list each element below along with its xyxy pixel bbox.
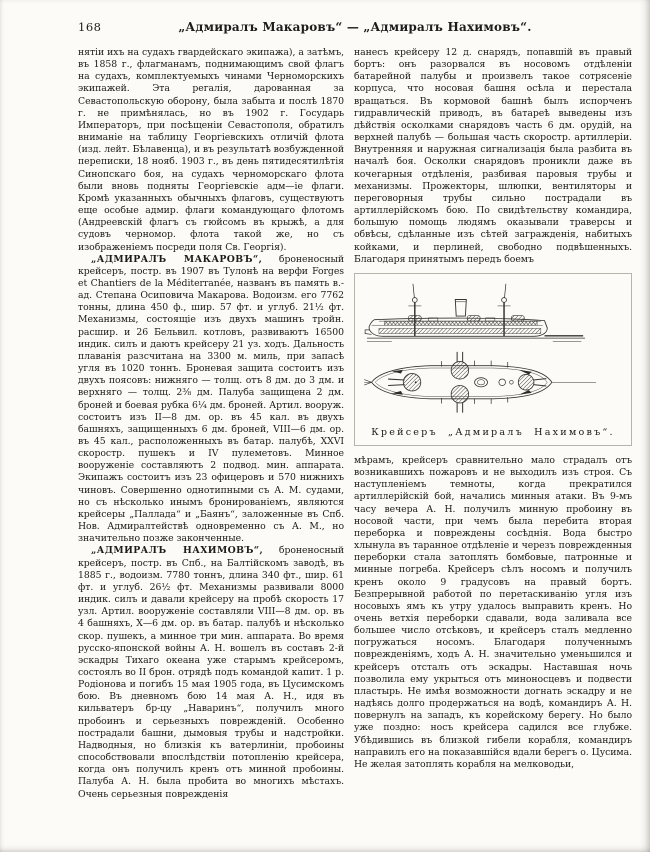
left-column — [78, 47, 344, 801]
ship-figure-caption: Крейсеръ „Адмиралъ Нахимовъ“. — [371, 426, 615, 438]
ship-diagram-icon — [357, 282, 629, 420]
right-column — [354, 47, 632, 801]
admiral-nakhimov-heading: „АДМИРАЛЪ НАХИМОВЪ“, — [91, 545, 264, 557]
ship-figure — [354, 273, 632, 446]
page-title: „Адмиралъ Макаровъ“ — „Адмиралъ Нахимовъ“. — [178, 20, 532, 34]
paragraph-admiral-nakhimov — [78, 545, 344, 800]
admiral-makarov-text: броненосный крейсеръ, постр. въ 1907 въ Тулонѣ на верфи Forges et Chantiers de la Méditerranée, названъ въ память в.-ад. Степана Осиповича Макарова. Водоизм. его 7762 тонны, длина 450 ф., шир. 57 фт. и углуб. 21½ фт. Механизмы, состоящіе изъ двухъ машинъ тройн. расшир. и 26 Бельвил. котловъ, развиваютъ 16500 индик. силъ и даютъ крейсеру 21 уз. ходъ. Дальность плаванія разсчитана на 3300 м. миль, при запасѣ угля въ 1020 тоннъ. Броневая защита состоитъ изъ двухъ поясовъ: нижняго — толщ. отъ 8 дм. до 3 дм. и верхняго — толщ. 2⅜ дм. Палуба защищена 2 дм. броней и боевая рубка 6¼ дм. броней. Артил. вооруж. состоитъ изъ II—8 дм. ор. въ 45 кал. въ двухъ башняхъ, защищенныхъ 6 дм. броней, VIII—6 дм. ор. въ 45 кал., расположенныхъ въ батар. палубѣ, XXVI скоростр. пушекъ и IV пулеметовъ. Минное вооруженіе составляютъ 2 подвод. мин. аппарата. Экипажъ состоитъ изъ 23 офицеровъ и 570 нижнихъ чиновъ. Совершенно однотипными съ А. М. судами, но съ нѣсколько инымъ бронированіемъ, являются крейсеры „Паллада“ и „Баянъ“, заложенные въ Спб. Нов. Адмиралтействѣ одновременно съ А. М., но значительно позже законченные. — [78, 253, 344, 545]
page-number: 168 — [78, 20, 102, 34]
admiral-makarov-heading: „АДМИРАЛЪ МАКАРОВЪ“, — [91, 253, 263, 265]
paragraph-battle-damage: нанесъ крейсеру 12 д. снарядъ, попавшій въ правый бортъ: онъ разорвался въ носовомъ отдѣленіи батарейной палубы и произвелъ такое сотрясеніе корпуса, что носовая башня осѣла и перестала вращаться. Въ кормовой башнѣ былъ испорченъ гидравлическій приводъ, въ батареѣ выведены изъ дѣйствія осколками снарядовъ часть 6 дм. орудій, на верхней палубѣ — большая часть скоростр. артиллеріи. Внутренняя и наружная сигнализація была разбита въ началѣ боя. Осколки снарядовъ проникли даже въ кочегарныя отдѣленія, разбивая паровыя трубы и механизмы. Прожекторы, шлюпки, вентиляторы и переговорныя трубы сильно пострадали въ артиллерійскомъ бою. По свидѣтельству командира, большую помощь людямъ оказывали траверсы и обвѣсы, сдѣланные изъ сѣтей загражденія, набитыхъ койками, и перлиней, свободно подвѣшенныхъ. Благодаря принятымъ передъ боемъ — [354, 47, 632, 265]
paragraph-admiral-makarov — [78, 254, 344, 546]
paragraph-sinking: мѣрамъ, крейсеръ сравнительно мало страдалъ отъ возникавшихъ пожаровъ и не выходилъ изъ строя. Съ наступленіемъ темноты, когда прекратился артиллерійскій бой, начались минныя атаки. Въ 9-мъ часу вечера А. Н. получилъ минную пробоину въ носовой части, при чемъ была перебита вторая переборка и повреждены сосѣднія. Вода быстро хлынула въ таранное отдѣленіе и черезъ поврежденныя переборки стала затоплять бомбовые, патронные и минные погреба. Крейсеръ сѣлъ носомъ и получилъ кренъ около 9 градусовъ на правый бортъ. Безпрерывной работой по перетаскиванію угля изъ носовыхъ ямъ къ утру удалось выправить кренъ. Но очень ветхія переборки сдавали, вода заливала все большее число отсѣковъ, и крейсеръ сталъ медленно погружаться носомъ. Благодаря полученнымъ поврежденіямъ, ходъ А. Н. значительно уменьшился и крейсеръ отсталъ отъ эскадры. Наставшая ночь позволила ему укрыться отъ миноносцевъ и подвести пластырь. Не имѣя возможности догнать эскадру и не надѣясь долго продержаться на водѣ, командиръ А. Н. повернулъ на западъ, къ корейскому берегу. Но было уже поздно: носъ крейсера садился все глубже. Убѣдившись въ близкой гибели корабля, командиръ направилъ его на показавшійся вдали берегъ о. Цусима. Не желая затоплять корабля на мелководьи, — [354, 454, 632, 770]
page-header — [78, 20, 632, 36]
paragraph-flag-history: нятіи ихъ на судахъ гвардейскаго экипажа), а затѣмъ, въ 1858 г., флагманамъ, поднимающимъ свой флагъ на судахъ, комплектуемыхъ чинами Черноморскихъ экипажей. Эта регалія, дарованная за Севастопольскую оборону, была забыта и послѣ 1870 г. не примѣнялась, но въ 1902 г. Государь Императоръ, при посѣщеніи Севастополя, обратилъ вниманіе на таблицу Георгіевскихъ отличій флота (изд. лейт. Бѣлавенца), и въ результатѣ возбужденной переписки, 18 нояб. 1903 г., въ день пятидесятилѣтія Синопскаго боя, на судахъ черноморскаго флота были вновь подняты Георгіевскіе адм—іе флаги. Кромѣ указанныхъ обычныхъ флаговъ, существуютъ еще особые адмир. флаги командующаго флотомъ (Андреевскій флагъ съ гюйсомъ въ крыжѣ, а для судовъ черномор. флота такой же, но съ изображеніемъ посреди поля Св. Георгія). — [78, 47, 345, 253]
text-columns — [78, 47, 632, 801]
admiral-nakhimov-text: броненосный крейсеръ, постр. въ Спб., на Балтійскомъ заводѣ, въ 1885 г., водоизм. 7780 тоннъ, длина 340 фт., шир. 61 фт. и углуб. 26½ фт. Механизмы развивали 8000 индик. силъ и давали крейсеру на пробѣ скорость 17 узл. Артил. вооруженіе составляли VIII—8 дм. ор. въ 4 башняхъ, X—6 дм. ор. въ батар. палубѣ и нѣсколько скор. пушекъ, а минное три мин. аппарата. Во время русско-японской войны А. Н. вошелъ въ составъ 2-й эскадры Тихаго океана уже старымъ крейсеромъ, состоялъ во II брон. отрядѣ подъ командой капит. 1 р. Родіонова и погибъ 15 мая 1905 года, въ Цусимскомъ бою. Въ дневномъ бою 14 мая А. Н., идя въ кильватеръ бр-цу „Наваринъ“, получилъ много пробоинъ и серьезныхъ поврежденій. Особенно пострадали башни, дымовыя трубы и надстройки. Надводныя, но близкія къ ватерлиніи, пробоины способствовали впослѣдствіи потопленію крейсера, когда онъ получилъ кренъ отъ минной пробоины. Палуба А. Н. была пробита во многихъ мѣстахъ. Очень серьезныя поврежденія — [78, 545, 344, 800]
